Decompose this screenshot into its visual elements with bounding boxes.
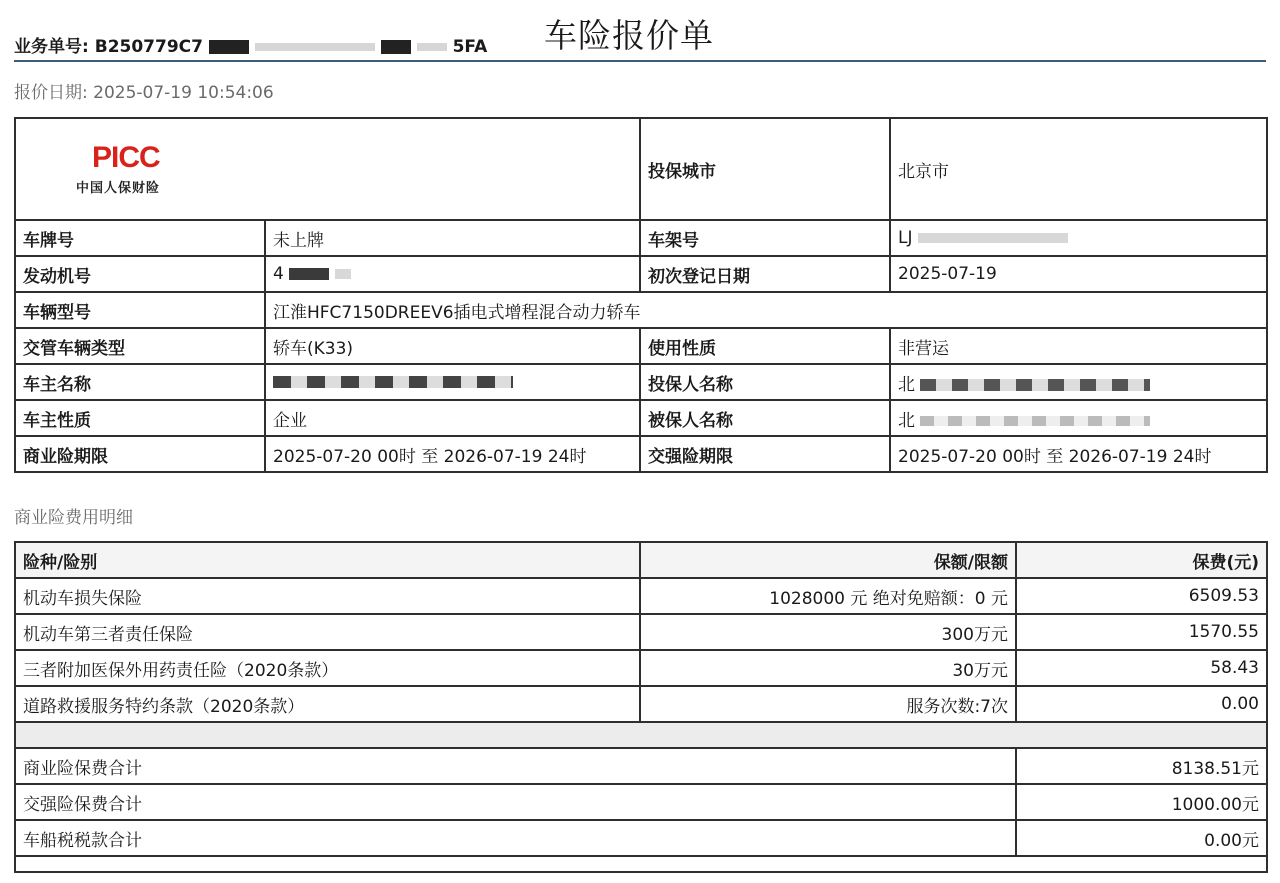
table-row bbox=[15, 578, 1267, 614]
total-row bbox=[15, 748, 1267, 784]
picc-logo bbox=[16, 119, 236, 219]
fee-premium: 6509.53 bbox=[1016, 578, 1267, 614]
commercial-period-value: 2025-07-20 00时 至 2026-07-19 24时 bbox=[265, 436, 640, 472]
table-row bbox=[15, 220, 1267, 256]
header bbox=[0, 0, 1280, 64]
table-row bbox=[15, 614, 1267, 650]
table-row bbox=[15, 118, 1267, 220]
document-title: 车险报价单 bbox=[544, 16, 714, 55]
title-rule bbox=[14, 60, 1266, 62]
engine-label: 发动机号 bbox=[15, 256, 265, 292]
table-row bbox=[15, 400, 1267, 436]
engine-value: 4 bbox=[273, 264, 284, 284]
owner-nature-value: 企业 bbox=[265, 400, 640, 436]
table-row bbox=[15, 856, 1267, 872]
table-row bbox=[15, 436, 1267, 472]
table-header-row bbox=[15, 542, 1267, 578]
total-value: 1000.00元 bbox=[1016, 784, 1267, 820]
applicant-value: 北 bbox=[898, 374, 915, 395]
commercial-period-label: 商业险期限 bbox=[15, 436, 265, 472]
owner-cell bbox=[265, 364, 640, 400]
usage-value: 非营运 bbox=[890, 328, 1267, 364]
logo-mark: PICC bbox=[92, 141, 160, 174]
redacted-mark bbox=[255, 43, 375, 51]
quote-date-value: 2025-07-19 10:54:06 bbox=[93, 83, 274, 103]
total-label: 车船税税款合计 bbox=[15, 820, 1016, 856]
total-label: 交强险保费合计 bbox=[15, 784, 1016, 820]
redacted-mark bbox=[209, 40, 249, 54]
business-number-suffix: 5FA bbox=[452, 37, 488, 57]
business-number-label: 业务单号: bbox=[14, 37, 89, 57]
vin-cell bbox=[890, 220, 1267, 256]
fee-premium: 0.00 bbox=[1016, 686, 1267, 722]
total-value: 0.00元 bbox=[1016, 820, 1267, 856]
plate-label: 车牌号 bbox=[15, 220, 265, 256]
col-premium: 保费(元) bbox=[1016, 542, 1267, 578]
insured-value: 北 bbox=[898, 410, 915, 431]
vehicle-type-value: 轿车(K33) bbox=[265, 328, 640, 364]
vehicle-type-label: 交管车辆类型 bbox=[15, 328, 265, 364]
table-row bbox=[15, 256, 1267, 292]
first-reg-label: 初次登记日期 bbox=[640, 256, 890, 292]
usage-label: 使用性质 bbox=[640, 328, 890, 364]
table-row bbox=[15, 686, 1267, 722]
redacted-mark bbox=[417, 43, 447, 51]
redacted-mark bbox=[273, 376, 513, 388]
fee-limit: 服务次数:7次 bbox=[640, 686, 1016, 722]
fee-type: 机动车损失保险 bbox=[15, 578, 640, 614]
spacer-row bbox=[15, 722, 1267, 748]
table-row bbox=[15, 292, 1267, 328]
quote-date-label: 报价日期: bbox=[14, 83, 88, 103]
model-label: 车辆型号 bbox=[15, 292, 265, 328]
business-number bbox=[14, 32, 487, 57]
fee-type: 三者附加医保外用药责任险（2020条款） bbox=[15, 650, 640, 686]
first-reg-value: 2025-07-19 bbox=[890, 256, 1267, 292]
redacted-mark bbox=[289, 268, 329, 280]
owner-nature-label: 车主性质 bbox=[15, 400, 265, 436]
compulsory-period-value: 2025-07-20 00时 至 2026-07-19 24时 bbox=[890, 436, 1267, 472]
redacted-mark bbox=[381, 40, 411, 54]
col-coverage-limit: 保额/限额 bbox=[640, 542, 1016, 578]
compulsory-period-label: 交强险期限 bbox=[640, 436, 890, 472]
insured-cell bbox=[890, 400, 1267, 436]
model-value: 江淮HFC7150DREEV6插电式增程混合动力轿车 bbox=[265, 292, 1267, 328]
vin-value: LJ bbox=[898, 228, 913, 248]
insured-label: 被保人名称 bbox=[640, 400, 890, 436]
fee-premium: 58.43 bbox=[1016, 650, 1267, 686]
total-row bbox=[15, 784, 1267, 820]
fee-premium: 1570.55 bbox=[1016, 614, 1267, 650]
total-value: 8138.51元 bbox=[1016, 748, 1267, 784]
table-row bbox=[15, 328, 1267, 364]
fee-limit: 30万元 bbox=[640, 650, 1016, 686]
plate-value: 未上牌 bbox=[265, 220, 640, 256]
insure-city-value: 北京市 bbox=[890, 118, 1267, 220]
engine-cell bbox=[265, 256, 640, 292]
table-row bbox=[15, 364, 1267, 400]
vehicle-info-table bbox=[14, 117, 1268, 473]
applicant-cell bbox=[890, 364, 1267, 400]
total-row bbox=[15, 820, 1267, 856]
quote-date bbox=[14, 78, 274, 103]
table-row bbox=[15, 650, 1267, 686]
redacted-mark bbox=[920, 379, 1150, 391]
business-number-prefix: B250779C7 bbox=[94, 37, 203, 57]
total-label: 商业险保费合计 bbox=[15, 748, 1016, 784]
redacted-mark bbox=[335, 269, 351, 279]
fee-type: 道路救援服务特约条款（2020条款） bbox=[15, 686, 640, 722]
insure-city-label: 投保城市 bbox=[640, 118, 890, 220]
redacted-mark bbox=[918, 233, 1068, 243]
fee-limit: 1028000 元 绝对免赔额：0 元 bbox=[640, 578, 1016, 614]
fee-section-title: 商业险费用明细 bbox=[14, 508, 133, 528]
applicant-label: 投保人名称 bbox=[640, 364, 890, 400]
fee-limit: 300万元 bbox=[640, 614, 1016, 650]
vin-label: 车架号 bbox=[640, 220, 890, 256]
fee-detail-table bbox=[14, 541, 1268, 873]
redacted-mark bbox=[920, 416, 1150, 426]
owner-label: 车主名称 bbox=[15, 364, 265, 400]
logo-company-name: 中国人保财险 bbox=[76, 181, 161, 196]
col-insurance-type: 险种/险别 bbox=[15, 542, 640, 578]
fee-type: 机动车第三者责任保险 bbox=[15, 614, 640, 650]
